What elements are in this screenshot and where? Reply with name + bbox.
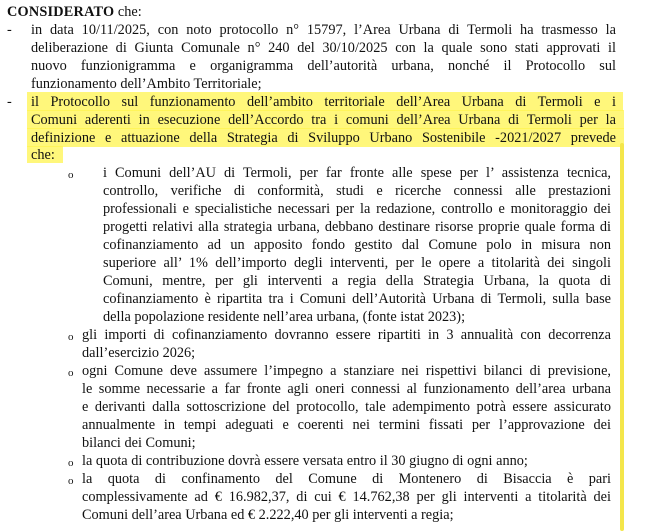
sub3-line: ogni Comune deve assumere l’impegno a stanziare nei rispettivi bilanci di previsione, bbox=[82, 363, 611, 379]
sub2-line: gli importi di cofinanziamento dovranno essere ripartiti in 3 annualità con decorrenza bbox=[82, 327, 611, 343]
sub1-line: progetti relativi alla strategia urbana, debbano destinare risorse proprie quale forma di bbox=[103, 219, 611, 235]
bullet-marker: o bbox=[68, 169, 74, 181]
item1-line: deliberazione di Giunta Comunale n° 240 del 30/10/2025 con la quale sono stati approvati il bbox=[31, 40, 616, 56]
item2-line: Comuni aderenti in esecuzione dell’Accordo tra i comuni dell’Area Urbana di Termoli per la bbox=[31, 112, 616, 128]
sub1-line: i Comuni dell’AU di Termoli, per far fronte alle spese per l’ assistenza tecnica, bbox=[103, 165, 611, 181]
sub5-line: Comuni dell’area Urbana ed € 2.222,40 per gli interventi a regia; bbox=[82, 507, 454, 523]
sub1-line: cofinanziamento è ripartita tra i Comuni dell’Autorità Urbana di Termoli, sulla base bbox=[103, 291, 611, 307]
sub1-line: della popolazione residente nell’area urbana, (fonte istat 2023); bbox=[103, 309, 466, 325]
dash-marker: - bbox=[7, 94, 12, 110]
section-heading: CONSIDERATO che: bbox=[7, 4, 142, 20]
sub3-line: e derivanti dalla sottoscrizione del protocollo, tale adempimento potrà essere assicurato bbox=[82, 399, 611, 415]
bullet-marker: o bbox=[68, 475, 74, 487]
item1-line: nuovo funzionigramma e organigramma dell’autorità urbana, nonché il Protocollo sul bbox=[31, 58, 616, 74]
sub1-line: superiore all’ 1% dell’importo degli interventi, per le opere a titolarità dei singoli bbox=[103, 255, 611, 271]
item2-line: definizione e attuazione della Strategia di Sviluppo Urbano Sostenibile -2021/2027 prevede bbox=[31, 130, 616, 146]
sub3-line: annualmente in tempi adeguati e coerenti nei termini fissati per l’approvazione dei bbox=[82, 417, 611, 433]
sub3-line: bilanci dei Comuni; bbox=[82, 435, 196, 451]
item2-line: che: bbox=[31, 147, 55, 163]
sub3-line: le somme necessarie a far fronte agli oneri connessi al funzionamento dell’area urbana bbox=[82, 381, 611, 397]
item1-line: in data 10/11/2025, con noto protocollo n° 15797, l’Area Urbana di Termoli ha trasmesso la bbox=[31, 22, 616, 38]
sub5-line: la quota di confinamento del Comune di Montenero di Bisaccia è pari bbox=[82, 471, 611, 487]
sub5-line: complessivamente ad € 16.982,37, di cui € 14.762,38 per gli interventi a titolarità dei bbox=[82, 489, 611, 505]
sub4-line: la quota di contribuzione dovrà essere versata entro il 30 giugno di ogni anno; bbox=[82, 453, 528, 469]
margin-highlight-line bbox=[620, 143, 624, 531]
sub1-line: controllo, verifiche di conformità, studi e ricerche connessi alle prestazioni bbox=[103, 183, 611, 199]
bullet-marker: o bbox=[68, 331, 74, 343]
sub1-line: cofinanziamento ad un apposito fondo gestito dal Comune polo in misura non bbox=[103, 237, 611, 253]
item1-line: funzionamento dell’Ambito Territoriale; bbox=[31, 76, 262, 92]
sub2-line: dall’esercizio 2026; bbox=[82, 345, 196, 361]
dash-marker: - bbox=[7, 22, 12, 38]
item2-line: il Protocollo sul funzionamento dell’ambito territoriale dell’Area Urbana di Termoli e i bbox=[31, 94, 616, 110]
sub1-line: Comuni, mentre, per gli interventi a regia della Strategia Urbana, la quota di bbox=[103, 273, 611, 289]
bullet-marker: o bbox=[68, 457, 74, 469]
sub1-line: professionali e specialistiche necessari per la redazione, controllo e monitoraggio dei bbox=[103, 201, 611, 217]
bullet-marker: o bbox=[68, 367, 74, 379]
